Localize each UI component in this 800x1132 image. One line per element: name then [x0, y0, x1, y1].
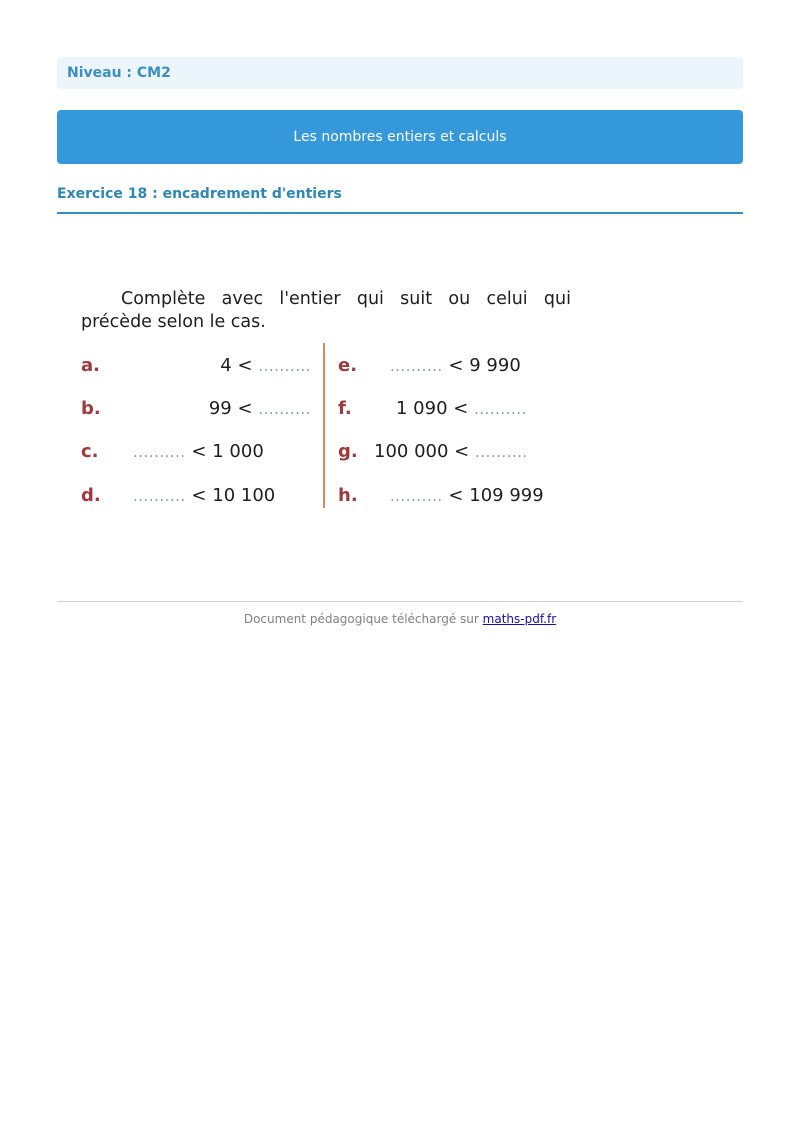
- item-letter: d.: [81, 485, 101, 506]
- exercise-item-c: [81, 439, 311, 465]
- footer-text: Document pédagogique téléchargé sur: [243, 612, 479, 626]
- title-banner: [57, 110, 743, 164]
- footer-link[interactable]: maths-pdf.fr: [482, 612, 557, 626]
- item-letter: e.: [338, 355, 358, 376]
- item-letter: a.: [81, 355, 100, 376]
- less-than-sign: <: [191, 441, 207, 462]
- item-letter: c.: [81, 441, 99, 462]
- exercise-item-d: [81, 483, 311, 509]
- exercise-heading: Exercice 18 : encadrement d'entiers: [57, 186, 743, 214]
- exercise-item-h: [338, 483, 578, 509]
- less-than-sign: <: [237, 355, 253, 376]
- exercise-item-b: [81, 396, 311, 422]
- exercise-item-g: [338, 439, 578, 465]
- less-than-sign: <: [191, 485, 207, 506]
- item-letter: g.: [338, 441, 358, 462]
- column-divider: [323, 343, 325, 508]
- item-value: 99: [208, 398, 232, 419]
- item-value: 1 090: [396, 398, 448, 419]
- answer-blank[interactable]: ..........: [474, 400, 527, 418]
- answer-blank[interactable]: ..........: [133, 443, 186, 461]
- answer-blank[interactable]: ..........: [258, 400, 311, 418]
- less-than-sign: <: [448, 485, 464, 506]
- answer-blank[interactable]: ..........: [390, 487, 443, 505]
- answer-blank[interactable]: ..........: [475, 443, 528, 461]
- less-than-sign: <: [453, 398, 469, 419]
- exercise-item-e: [338, 353, 578, 379]
- item-letter: h.: [338, 485, 358, 506]
- footer-divider: [57, 601, 743, 602]
- item-value: 109 999: [469, 485, 544, 506]
- item-value: 9 990: [469, 355, 521, 376]
- instruction-text: Complète avec l'entier qui suit ou celui qui précède selon le cas.: [81, 289, 571, 332]
- page-title: Les nombres entiers et calculs: [293, 129, 507, 145]
- item-value: 1 000: [212, 441, 264, 462]
- level-label: Niveau : CM2: [67, 65, 171, 81]
- item-value: 4: [220, 355, 232, 376]
- answer-blank[interactable]: ..........: [133, 487, 186, 505]
- less-than-sign: <: [454, 441, 470, 462]
- exercise-item-a: [81, 353, 311, 379]
- exercise-image: [68, 282, 588, 522]
- answer-blank[interactable]: ..........: [390, 357, 443, 375]
- answer-blank[interactable]: ..........: [258, 357, 311, 375]
- less-than-sign: <: [448, 355, 464, 376]
- exercise-item-f: [338, 396, 578, 422]
- item-letter: b.: [81, 398, 101, 419]
- item-letter: f.: [338, 398, 352, 419]
- item-value: 100 000: [374, 441, 449, 462]
- item-value: 10 100: [212, 485, 276, 506]
- level-bar: [57, 57, 743, 89]
- footer: [57, 612, 743, 626]
- less-than-sign: <: [237, 398, 253, 419]
